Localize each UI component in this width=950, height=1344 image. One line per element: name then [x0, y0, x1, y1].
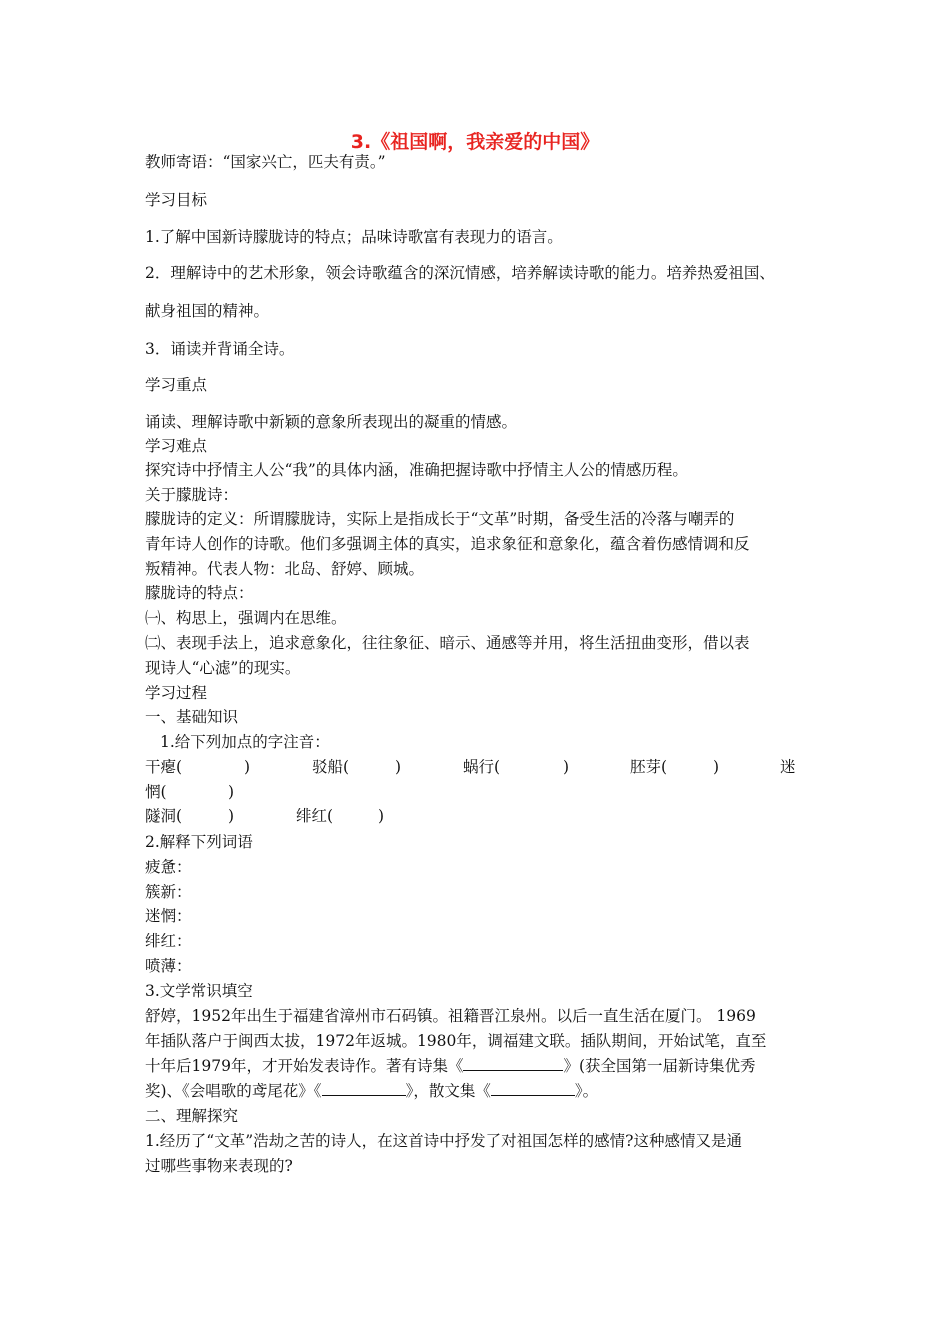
blank-field[interactable] [322, 1081, 406, 1096]
pinyin-word-3: 蜗行( [463, 758, 501, 776]
question-1: 1.给下列加点的字注音： [160, 733, 330, 751]
understanding-question-1-cont: 过哪些事物来表现的? [145, 1157, 293, 1175]
question-3: 3.文学常识填空 [145, 982, 253, 1000]
menglong-feature-2: ㈡、表现手法上，追求意象化，往往象征、暗示、通感等并用，将生活扭曲变形，借以表 [145, 634, 750, 652]
bio-line-4-text-end: 》。 [574, 1082, 599, 1100]
bio-line-1: 舒婷，1952年出生于福建省漳州市石码镇。祖籍晋江泉州。以后一直生活在厦门。 1969 [145, 1007, 756, 1025]
menglong-feature-1: ㈠、构思上，强调内在思维。 [145, 609, 347, 627]
pinyin-word-2: 驳船( [312, 758, 350, 776]
pinyin-close-6: ) [228, 807, 235, 825]
bio-line-3-text-cont: 》(获全国第一届新诗集优秀 [563, 1057, 756, 1075]
term-item: 绯红： [145, 932, 192, 950]
goal-item-1: 1.了解中国新诗朦胧诗的特点；品味诗歌富有表现力的语言。 [145, 228, 563, 246]
term-item: 迷惘： [145, 907, 192, 925]
menglong-def-line-2: 青年诗人创作的诗歌。他们多强调主体的真实，追求象征和意象化，蕴含着伤感情调和反 [145, 535, 750, 553]
menglong-heading: 关于朦胧诗： [145, 486, 239, 504]
understanding-question-1: 1.经历了“文革”浩劫之苦的诗人，在这首诗中抒发了对祖国怎样的感情?这种感情又是通 [145, 1132, 742, 1150]
pinyin-word-4: 胚芽( [630, 758, 668, 776]
part2-heading: 二、理解探究 [145, 1107, 239, 1125]
difficulty-text: 探究诗中抒情主人公“我”的具体内涵，准确把握诗歌中抒情主人公的情感历程。 [145, 461, 688, 479]
pinyin-close-4: ) [713, 758, 720, 776]
term-item: 簇新： [145, 883, 192, 901]
goals-heading: 学习目标 [145, 191, 208, 209]
bio-line-3-text: 十年后1979年，才开始发表诗作。著有诗集《 [145, 1057, 464, 1075]
teacher-note: 教师寄语：“国家兴亡，匹夫有责。” [145, 153, 386, 171]
menglong-def-line-3: 叛精神。代表人物：北岛、舒婷、顾城。 [145, 560, 425, 578]
pinyin-close-7: ) [378, 807, 385, 825]
pinyin-word-5-cont: 惘( [145, 783, 167, 801]
difficulty-heading: 学习难点 [145, 437, 208, 455]
part1-heading: 一、基础知识 [145, 708, 239, 726]
focus-heading: 学习重点 [145, 376, 208, 394]
pinyin-close-2: ) [395, 758, 402, 776]
pinyin-word-1: 干瘪( [145, 758, 183, 776]
focus-text: 诵读、理解诗歌中新颖的意象所表现出的凝重的情感。 [145, 413, 518, 431]
goal-item-2: 2．理解诗中的艺术形象，领会诗歌蕴含的深沉情感，培养解读诗歌的能力。培养热爱祖国、 [145, 264, 775, 282]
goal-item-3: 3．诵读并背诵全诗。 [145, 340, 295, 358]
menglong-features-heading: 朦胧诗的特点： [145, 584, 254, 602]
goal-item-2-cont: 献身祖国的精神。 [145, 302, 270, 320]
process-heading: 学习过程 [145, 684, 208, 702]
bio-line-4-text-cont: 》，散文集《 [405, 1082, 491, 1100]
pinyin-close-1: ) [244, 758, 251, 776]
bio-line-4-text: 奖)、《会唱歌的鸢尾花》《 [145, 1082, 322, 1100]
pinyin-word-7: 绯红( [296, 807, 334, 825]
bio-line-4 [145, 1081, 598, 1101]
menglong-feature-2-cont: 现诗人“心滤”的现实。 [145, 659, 301, 677]
term-item: 喷薄： [145, 957, 192, 975]
pinyin-close-3: ) [563, 758, 570, 776]
blank-field[interactable] [463, 1056, 563, 1071]
page-title: 3.《祖国啊，我亲爱的中国》 [350, 131, 600, 153]
pinyin-word-5: 迷 [780, 758, 796, 776]
menglong-def-line-1: 朦胧诗的定义：所谓朦胧诗，实际上是指成长于“文革”时期，备受生活的冷落与嘲弄的 [145, 510, 735, 528]
bio-line-3 [145, 1056, 756, 1076]
blank-field[interactable] [491, 1081, 575, 1096]
term-item: 疲惫： [145, 858, 192, 876]
pinyin-close-5: ) [228, 783, 235, 801]
question-2: 2.解释下列词语 [145, 833, 253, 851]
pinyin-word-6: 隧洞( [145, 807, 183, 825]
bio-line-2: 年插队落户于闽西太拔，1972年返城。1980年，调福建文联。插队期间，开始试笔，直至 [145, 1032, 767, 1050]
